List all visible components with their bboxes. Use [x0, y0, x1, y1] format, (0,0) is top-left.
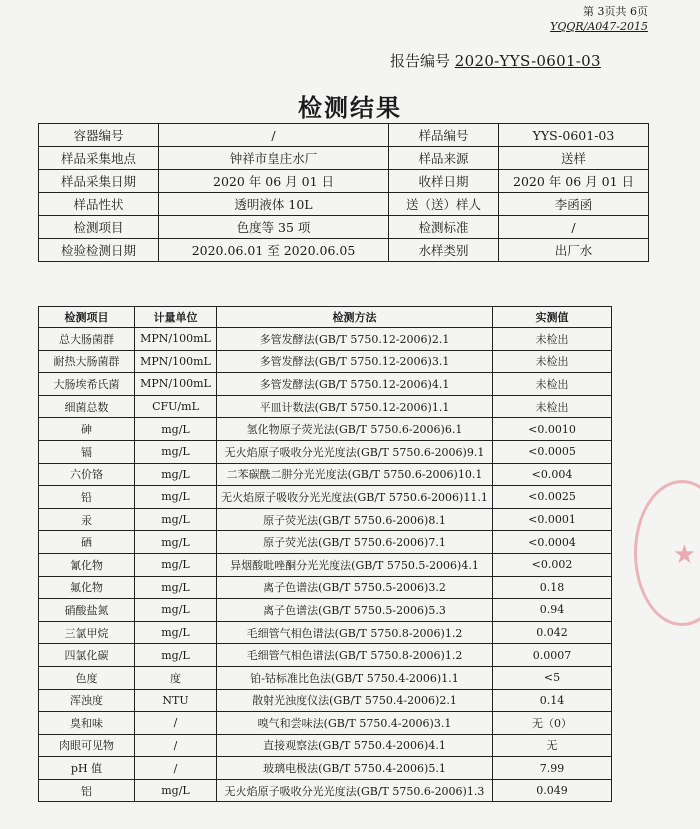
info-value: /	[159, 124, 389, 147]
table-row	[39, 350, 612, 373]
result-unit: mg/L	[135, 531, 217, 554]
result-value: 未检出	[493, 328, 612, 351]
info-label: 样品编号	[389, 124, 499, 147]
result-item: 硒	[39, 531, 135, 554]
table-row	[39, 531, 612, 554]
result-item: 色度	[39, 666, 135, 689]
info-row	[39, 124, 649, 147]
result-unit: mg/L	[135, 599, 217, 622]
table-row	[39, 689, 612, 712]
result-unit: /	[135, 734, 217, 757]
result-item: 硝酸盐氮	[39, 599, 135, 622]
result-method: 离子色谱法(GB/T 5750.5-2006)5.3	[217, 599, 493, 622]
info-row	[39, 147, 649, 170]
table-row	[39, 712, 612, 735]
info-value: 李函函	[499, 193, 649, 216]
info-label: 水样类别	[389, 239, 499, 262]
table-row	[39, 779, 612, 802]
info-value: 钟祥市皇庄水厂	[159, 147, 389, 170]
result-method: 散射光浊度仪法(GB/T 5750.4-2006)2.1	[217, 689, 493, 712]
result-unit: MPN/100mL	[135, 350, 217, 373]
result-value: <0.0004	[493, 531, 612, 554]
result-method: 铂-钴标准比色法(GB/T 5750.4-2006)1.1	[217, 666, 493, 689]
result-method: 无火焰原子吸收分光光度法(GB/T 5750.6-2006)1.3	[217, 779, 493, 802]
result-unit: /	[135, 712, 217, 735]
result-unit: mg/L	[135, 508, 217, 531]
result-unit: CFU/mL	[135, 395, 217, 418]
result-item: pH 值	[39, 757, 135, 780]
page-header	[550, 4, 648, 34]
col-header-method: 检测方法	[217, 307, 493, 328]
result-unit: mg/L	[135, 576, 217, 599]
result-method: 无火焰原子吸收分光光度法(GB/T 5750.6-2006)9.1	[217, 440, 493, 463]
info-label: 样品采集日期	[39, 170, 159, 193]
report-number-value: 2020-YYS-0601-03	[454, 52, 601, 70]
result-unit: mg/L	[135, 644, 217, 667]
result-value: 0.0007	[493, 644, 612, 667]
seal-star-icon: ★	[672, 540, 696, 570]
result-value: 0.14	[493, 689, 612, 712]
info-row	[39, 193, 649, 216]
result-method: 毛细管气相色谱法(GB/T 5750.8-2006)1.2	[217, 621, 493, 644]
result-item: 汞	[39, 508, 135, 531]
document-code: YQQR/A047-2015	[550, 20, 648, 33]
result-value: 7.99	[493, 757, 612, 780]
info-label: 检测标准	[389, 216, 499, 239]
result-value: 无	[493, 734, 612, 757]
result-value: <0.0001	[493, 508, 612, 531]
result-item: 总大肠菌群	[39, 328, 135, 351]
result-method: 直接观察法(GB/T 5750.4-2006)4.1	[217, 734, 493, 757]
result-unit: 度	[135, 666, 217, 689]
result-value: 0.18	[493, 576, 612, 599]
result-item: 四氯化碳	[39, 644, 135, 667]
info-value: 2020.06.01 至 2020.06.05	[159, 239, 389, 262]
table-row	[39, 576, 612, 599]
col-header-unit: 计量单位	[135, 307, 217, 328]
table-row	[39, 734, 612, 757]
result-item: 铅	[39, 486, 135, 509]
result-item: 臭和味	[39, 712, 135, 735]
result-unit: mg/L	[135, 553, 217, 576]
result-method: 二苯碳酰二肼分光光度法(GB/T 5750.6-2006)10.1	[217, 463, 493, 486]
result-item: 细菌总数	[39, 395, 135, 418]
result-method: 多管发酵法(GB/T 5750.12-2006)4.1	[217, 373, 493, 396]
info-label: 检测项目	[39, 216, 159, 239]
col-header-value: 实测值	[493, 307, 612, 328]
result-unit: mg/L	[135, 463, 217, 486]
result-value: <5	[493, 666, 612, 689]
result-value: 未检出	[493, 395, 612, 418]
result-value: 0.049	[493, 779, 612, 802]
result-value: <0.0005	[493, 440, 612, 463]
result-value: 0.042	[493, 621, 612, 644]
result-method: 原子荧光法(GB/T 5750.6-2006)8.1	[217, 508, 493, 531]
info-label: 送（送）样人	[389, 193, 499, 216]
info-label: 样品来源	[389, 147, 499, 170]
info-value: 出厂水	[499, 239, 649, 262]
page-title: 检测结果	[298, 93, 402, 122]
result-value: 无（0）	[493, 712, 612, 735]
test-results-table	[38, 306, 612, 802]
result-method: 原子荧光法(GB/T 5750.6-2006)7.1	[217, 531, 493, 554]
result-method: 异烟酸吡唑酮分光光度法(GB/T 5750.5-2006)4.1	[217, 553, 493, 576]
table-row	[39, 463, 612, 486]
result-unit: MPN/100mL	[135, 328, 217, 351]
info-value: 2020 年 06 月 01 日	[499, 170, 649, 193]
result-method: 离子色谱法(GB/T 5750.5-2006)3.2	[217, 576, 493, 599]
info-label: 收样日期	[389, 170, 499, 193]
result-method: 玻璃电极法(GB/T 5750.4-2006)5.1	[217, 757, 493, 780]
info-label: 样品采集地点	[39, 147, 159, 170]
result-method: 多管发酵法(GB/T 5750.12-2006)3.1	[217, 350, 493, 373]
table-row	[39, 486, 612, 509]
table-row	[39, 621, 612, 644]
info-value: /	[499, 216, 649, 239]
result-value: 未检出	[493, 350, 612, 373]
result-value: <0.0010	[493, 418, 612, 441]
result-unit: mg/L	[135, 440, 217, 463]
result-method: 毛细管气相色谱法(GB/T 5750.8-2006)1.2	[217, 644, 493, 667]
table-row	[39, 666, 612, 689]
table-row	[39, 418, 612, 441]
result-unit: mg/L	[135, 418, 217, 441]
table-row	[39, 599, 612, 622]
result-item: 浑浊度	[39, 689, 135, 712]
result-item: 耐热大肠菌群	[39, 350, 135, 373]
result-value: <0.002	[493, 553, 612, 576]
result-method: 平皿计数法(GB/T 5750.12-2006)1.1	[217, 395, 493, 418]
info-value: 送样	[499, 147, 649, 170]
result-value: <0.0025	[493, 486, 612, 509]
table-row	[39, 553, 612, 576]
result-unit: mg/L	[135, 779, 217, 802]
result-item: 铝	[39, 779, 135, 802]
results-header-row	[39, 307, 612, 328]
info-row	[39, 170, 649, 193]
result-item: 氟化物	[39, 576, 135, 599]
info-label: 样品性状	[39, 193, 159, 216]
table-row	[39, 440, 612, 463]
info-value: 透明液体 10L	[159, 193, 389, 216]
info-label: 容器编号	[39, 124, 159, 147]
result-value: 未检出	[493, 373, 612, 396]
info-row	[39, 216, 649, 239]
table-row	[39, 757, 612, 780]
info-value: 2020 年 06 月 01 日	[159, 170, 389, 193]
info-value: YYS-0601-03	[499, 124, 649, 147]
table-row	[39, 328, 612, 351]
report-number-label: 报告编号	[390, 52, 451, 70]
table-row	[39, 644, 612, 667]
result-unit: MPN/100mL	[135, 373, 217, 396]
table-row	[39, 395, 612, 418]
result-item: 三氯甲烷	[39, 621, 135, 644]
result-value: <0.004	[493, 463, 612, 486]
result-unit: NTU	[135, 689, 217, 712]
table-row	[39, 508, 612, 531]
result-method: 多管发酵法(GB/T 5750.12-2006)2.1	[217, 328, 493, 351]
result-method: 嗅气和尝味法(GB/T 5750.4-2006)3.1	[217, 712, 493, 735]
result-value: 0.94	[493, 599, 612, 622]
page-number: 第 3页共 6页	[583, 5, 648, 18]
result-item: 砷	[39, 418, 135, 441]
result-item: 镉	[39, 440, 135, 463]
result-item: 大肠埃希氏菌	[39, 373, 135, 396]
result-method: 氢化物原子荧光法(GB/T 5750.6-2006)6.1	[217, 418, 493, 441]
result-unit: mg/L	[135, 621, 217, 644]
result-item: 氰化物	[39, 553, 135, 576]
col-header-item: 检测项目	[39, 307, 135, 328]
result-unit: /	[135, 757, 217, 780]
result-item: 六价铬	[39, 463, 135, 486]
info-label: 检验检测日期	[39, 239, 159, 262]
table-row	[39, 373, 612, 396]
report-number	[390, 50, 601, 71]
info-row	[39, 239, 649, 262]
result-item: 肉眼可见物	[39, 734, 135, 757]
result-method: 无火焰原子吸收分光光度法(GB/T 5750.6-2006)11.1	[217, 486, 493, 509]
result-unit: mg/L	[135, 486, 217, 509]
sample-info-table	[38, 123, 649, 262]
info-value: 色度等 35 项	[159, 216, 389, 239]
